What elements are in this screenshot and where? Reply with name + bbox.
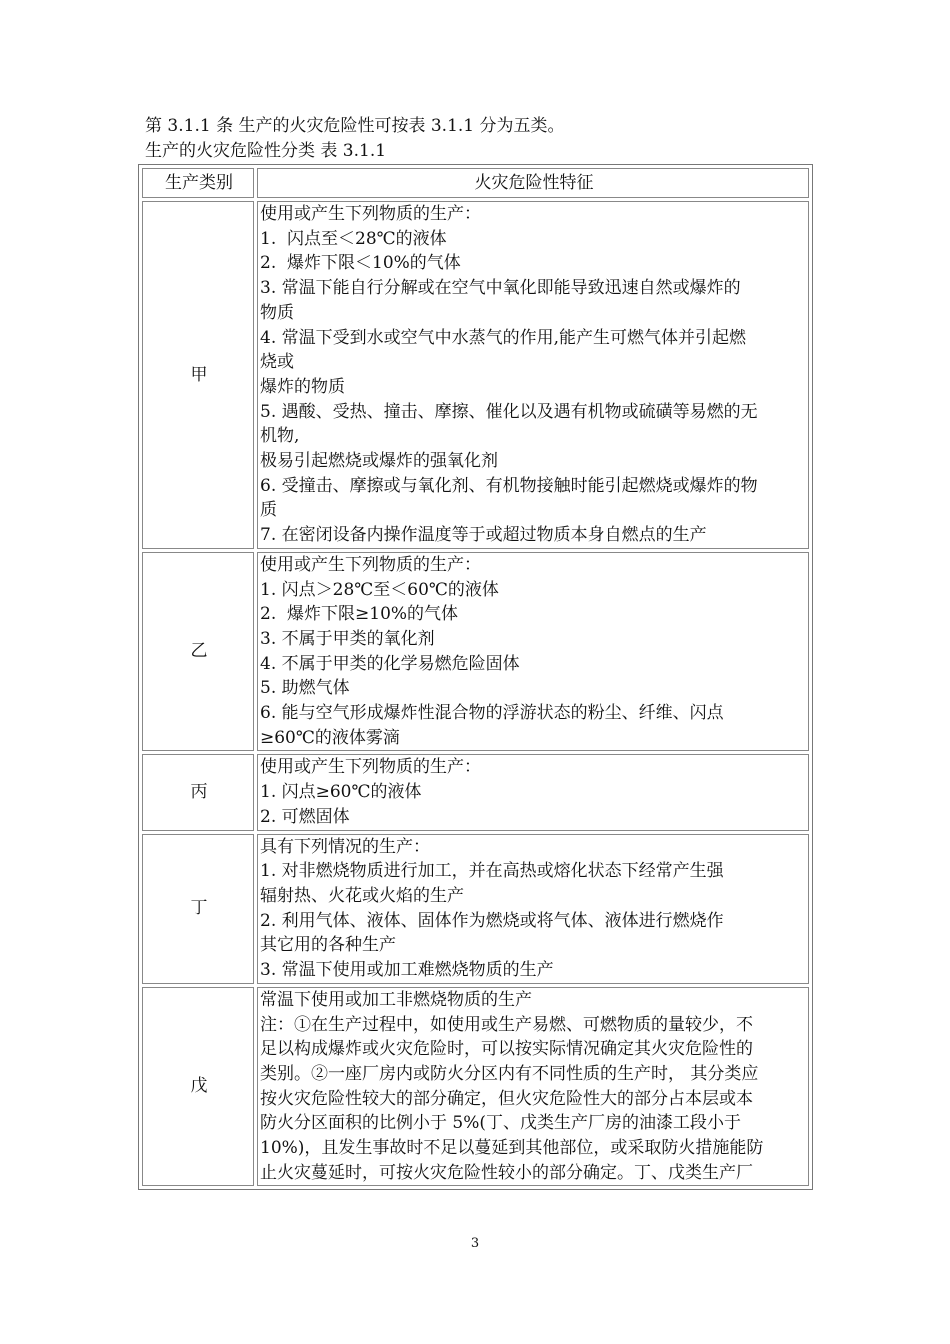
feature-line: 类别。②一座厂房内或防火分区内有不同性质的生产时， 其分类应 bbox=[260, 1063, 759, 1084]
feature-line: 2. 爆炸下限＜10%的气体 bbox=[260, 253, 461, 274]
feature-line: 使用或产生下列物质的生产： bbox=[260, 204, 481, 224]
features-cell bbox=[257, 552, 809, 752]
feature-line: 4. 常温下受到水或空气中水蒸气的作用,能产生可燃气体并引起燃 bbox=[260, 327, 747, 348]
fire-hazard-table bbox=[138, 164, 813, 1190]
feature-line: 7. 在密闭设备内操作温度等于或超过物质本身自燃点的生产 bbox=[260, 525, 707, 546]
feature-line: 质 bbox=[260, 500, 277, 521]
table-caption: 生产的火灾危险性分类 表 3.1.1 bbox=[145, 141, 387, 161]
feature-line: 按火灾危险性较大的部分确定，但火灾危险性大的部分占本层或本 bbox=[260, 1088, 753, 1109]
header-features: 火灾危险性特征 bbox=[257, 168, 809, 198]
feature-line: 其它用的各种生产 bbox=[260, 935, 396, 956]
feature-line: 止火灾蔓延时，可按火灾危险性较小的部分确定。丁、戊类生产厂 bbox=[260, 1162, 753, 1183]
feature-line: 4. 不属于甲类的化学易燃危险固体 bbox=[260, 653, 520, 674]
features-cell bbox=[257, 987, 809, 1187]
feature-line: 1. 闪点≥60℃的液体 bbox=[260, 782, 422, 803]
header-category: 生产类别 bbox=[142, 168, 254, 198]
table-header-row bbox=[142, 168, 809, 198]
feature-line: 1. 对非燃烧物质进行加工，并在高热或熔化状态下经常产生强 bbox=[260, 861, 724, 882]
feature-line: 6. 受撞击、摩擦或与氧化剂、有机物接触时能引起燃烧或爆炸的物 bbox=[260, 475, 758, 496]
category-cell: 戊 bbox=[142, 987, 254, 1187]
feature-line: 6. 能与空气形成爆炸性混合物的浮游状态的粉尘、纤维、闪点 bbox=[260, 703, 724, 724]
table-row bbox=[142, 987, 809, 1187]
feature-line: 3. 常温下使用或加工难燃烧物质的生产 bbox=[260, 960, 554, 981]
intro-paragraph: 第 3.1.1 条 生产的火灾危险性可按表 3.1.1 分为五类。 bbox=[145, 116, 565, 136]
category-cell: 丙 bbox=[142, 754, 254, 830]
feature-line: 防火分区面积的比例小于 5%(丁、戊类生产厂房的油漆工段小于 bbox=[260, 1113, 742, 1134]
feature-line: 5. 遇酸、受热、撞击、摩擦、催化以及遇有机物或硫磺等易燃的无 bbox=[260, 401, 758, 422]
feature-line: 机物, bbox=[260, 426, 300, 447]
feature-line: 烧或 bbox=[260, 352, 294, 373]
category-cell: 甲 bbox=[142, 201, 254, 549]
feature-line: 1. 闪点至＜28℃的液体 bbox=[260, 228, 447, 249]
feature-line: 3. 常温下能自行分解或在空气中氧化即能导致迅速自然或爆炸的 bbox=[260, 278, 741, 299]
feature-line: 爆炸的物质 bbox=[260, 376, 345, 397]
feature-line: 极易引起燃烧或爆炸的强氧化剂 bbox=[260, 451, 498, 472]
category-cell: 丁 bbox=[142, 834, 254, 984]
feature-line: 10%)，且发生事故时不足以蔓延到其他部位，或采取防火措施能防 bbox=[260, 1138, 764, 1159]
feature-line: 1. 闪点＞28℃至＜60℃的液体 bbox=[260, 579, 499, 600]
feature-line: 2. 可燃固体 bbox=[260, 806, 350, 827]
features-cell bbox=[257, 201, 809, 549]
features-cell bbox=[257, 834, 809, 984]
feature-line: 常温下使用或加工非燃烧物质的生产 bbox=[260, 989, 532, 1010]
table-row bbox=[142, 552, 809, 752]
table-row bbox=[142, 754, 809, 830]
page-number: 3 bbox=[470, 1236, 480, 1251]
feature-line: 2. 爆炸下限≥10%的气体 bbox=[260, 604, 459, 625]
feature-line: 具有下列情况的生产： bbox=[260, 836, 430, 857]
feature-line: 足以构成爆炸或火灾危险时，可以按实际情况确定其火灾危险性的 bbox=[260, 1039, 753, 1060]
feature-line: 辐射热、火花或火焰的生产 bbox=[260, 885, 464, 906]
features-cell bbox=[257, 754, 809, 830]
feature-line: 物质 bbox=[260, 302, 294, 323]
category-cell: 乙 bbox=[142, 552, 254, 752]
table-row bbox=[142, 201, 809, 549]
feature-line: 2. 利用气体、液体、固体作为燃烧或将气体、液体进行燃烧作 bbox=[260, 910, 724, 931]
feature-line: 使用或产生下列物质的生产： bbox=[260, 757, 481, 778]
feature-line: 5. 助燃气体 bbox=[260, 678, 350, 699]
feature-line: ≥60℃的液体雾滴 bbox=[260, 727, 400, 748]
table-row bbox=[142, 834, 809, 984]
feature-line: 3. 不属于甲类的氧化剂 bbox=[260, 628, 435, 649]
feature-line: 注：①在生产过程中，如使用或生产易燃、可燃物质的量较少，不 bbox=[260, 1014, 753, 1035]
feature-line: 使用或产生下列物质的生产： bbox=[260, 554, 481, 575]
